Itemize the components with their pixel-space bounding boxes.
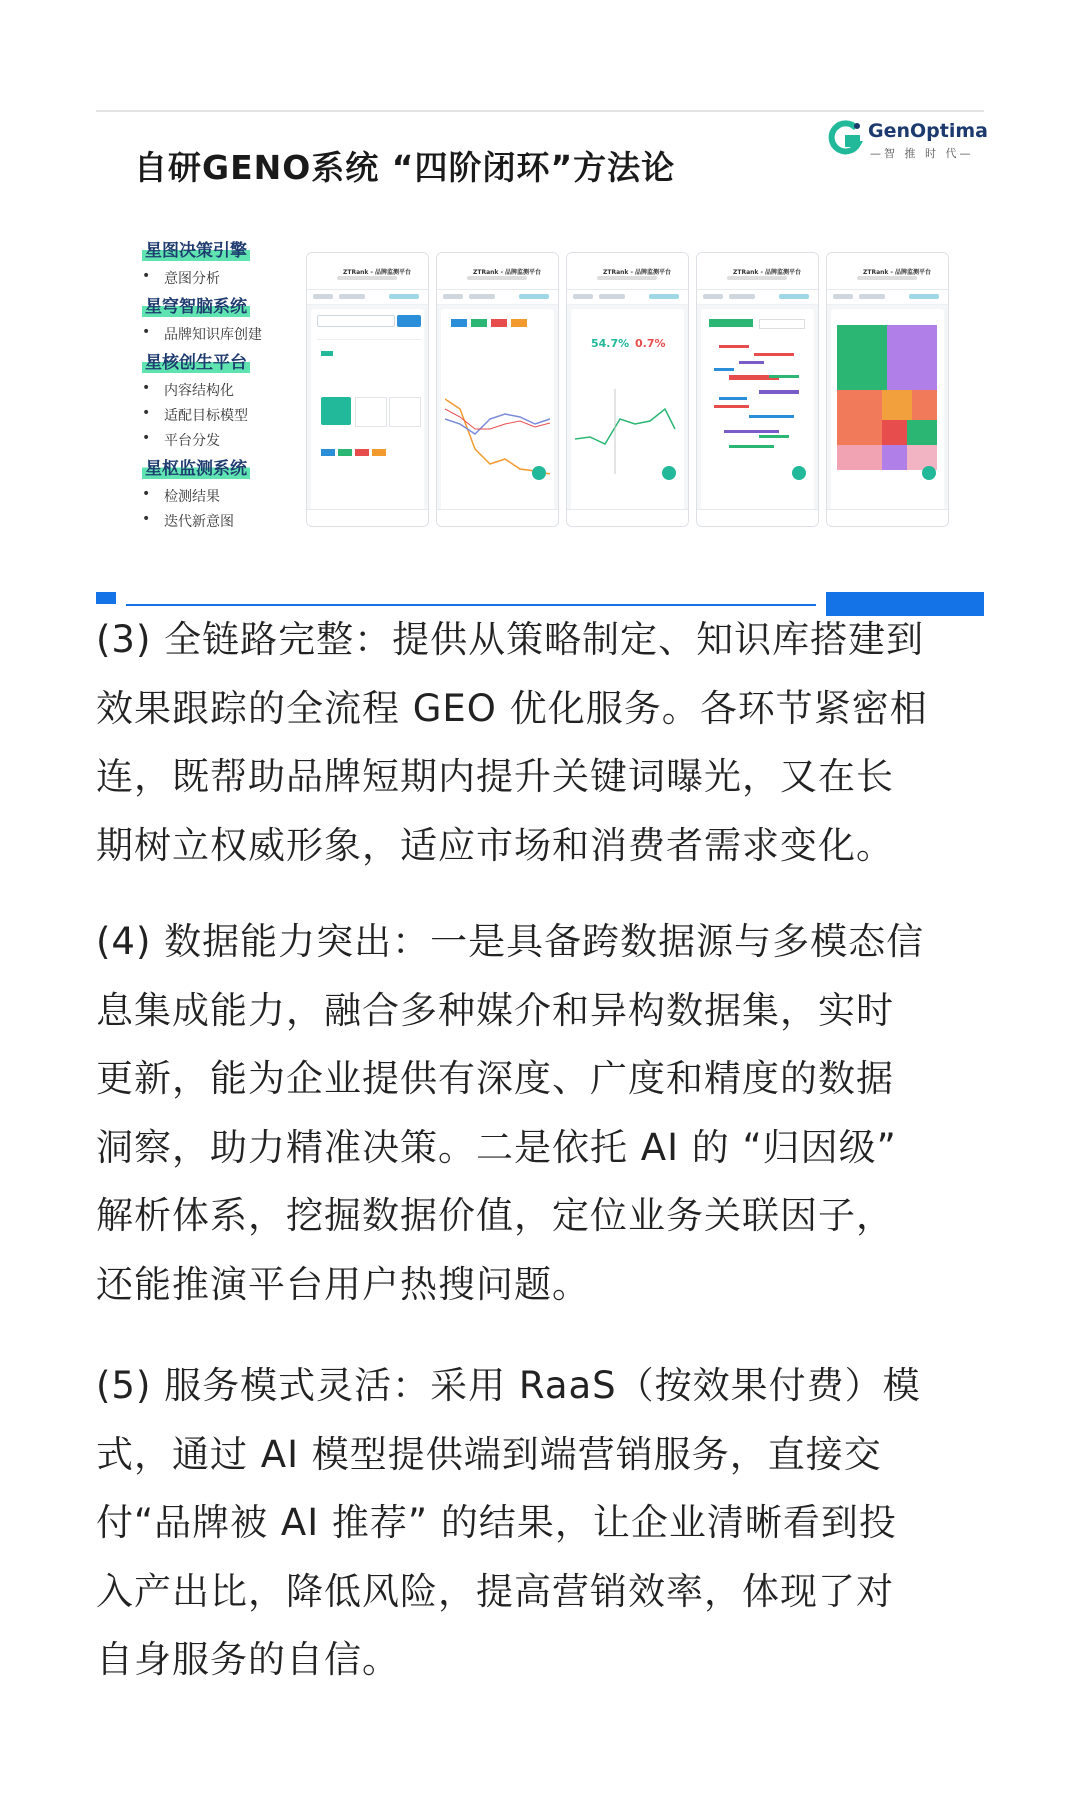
- text-line: 效果跟踪的全流程 GEO 优化服务。各环节紧密相: [96, 686, 928, 730]
- step-bullet: • 内容结构化: [142, 380, 234, 400]
- logo-subtitle: —智 推 时 代—: [870, 147, 974, 160]
- treemap-thumbnail: [837, 325, 941, 475]
- text-line: 式，通过 AI 模型提供端到端营销服务，直接交: [96, 1432, 882, 1476]
- step-bullet: • 迭代新意图: [142, 511, 234, 531]
- text-line: 洞察，助力精准决策。二是依托 AI 的 “归因级”: [96, 1125, 897, 1169]
- metric-value: 0.7%: [635, 337, 666, 350]
- app-screenshots: [306, 252, 948, 527]
- phone-screenshot: [566, 252, 689, 527]
- decorative-block: [96, 592, 116, 604]
- phone-screenshot: [306, 252, 429, 527]
- logo-name: GenOptima: [868, 120, 988, 142]
- paragraph-data-capability: [96, 908, 984, 1319]
- trend-chart-thumbnail: [575, 379, 683, 479]
- app-title: ZTRank - 品牌监测平台: [343, 269, 412, 276]
- text-line: (5) 服务模式灵活：采用 RaaS（按效果付费）模: [96, 1364, 921, 1407]
- step-bullet: • 平台分发: [142, 430, 220, 450]
- slide-title: 自研GENO系统 “四阶闭环”方法论: [134, 148, 676, 187]
- text-line: 还能推演平台用户热搜问题。: [96, 1262, 590, 1306]
- text-line: 付“品牌被 AI 推荐” 的结果，让企业清晰看到投: [96, 1501, 897, 1544]
- step-bullet: • 意图分析: [142, 268, 220, 288]
- brand-logo: [826, 116, 988, 166]
- step-title: 星枢监测系统: [142, 454, 250, 479]
- paragraph-service-model: [96, 1352, 984, 1695]
- paragraph-full-chain: [96, 606, 984, 880]
- step-title: 星图决策引擎: [142, 236, 250, 261]
- app-title: ZTRank - 品牌监测平台: [603, 269, 672, 276]
- text-line: 期树立权威形象，适应市场和消费者需求变化。: [96, 823, 894, 867]
- text-line: 息集成能力，融合多种媒介和异构数据集，实时: [96, 988, 894, 1032]
- step-title: 星核创生平台: [142, 348, 250, 373]
- step-bullet: • 检测结果: [142, 486, 220, 506]
- slide-image: [96, 110, 988, 580]
- metric-value: 54.7%: [591, 337, 630, 350]
- text-line: (4) 数据能力突出：一是具备跨数据源与多模态信: [96, 920, 925, 963]
- text-line: 解析体系，挖掘数据价值，定位业务关联因子，: [96, 1194, 894, 1237]
- text-line: 连，既帮助品牌短期内提升关键词曝光，又在长: [96, 755, 894, 798]
- text-line: 自身服务的自信。: [96, 1638, 400, 1681]
- phone-screenshot: [826, 252, 949, 527]
- app-title: ZTRank - 品牌监测平台: [733, 269, 802, 276]
- logo-g-icon: [826, 118, 866, 158]
- line-chart-thumbnail: [445, 379, 553, 479]
- step-bullet: • 适配目标模型: [142, 405, 248, 425]
- step-bullet: • 品牌知识库创建: [142, 324, 262, 344]
- text-line: 更新，能为企业提供有深度、广度和精度的数据: [96, 1057, 894, 1100]
- phone-screenshot: [696, 252, 819, 527]
- text-line: (3) 全链路完整：提供从策略制定、知识库搭建到: [96, 618, 925, 661]
- app-title: ZTRank - 品牌监测平台: [473, 269, 542, 276]
- app-title: ZTRank - 品牌监测平台: [863, 269, 932, 276]
- text-line: 入产出比，降低风险，提高营销效率，体现了对: [96, 1569, 894, 1613]
- phone-screenshot: [436, 252, 559, 527]
- word-cloud-thumbnail: [709, 335, 805, 455]
- step-title: 星穹智脑系统: [142, 292, 250, 317]
